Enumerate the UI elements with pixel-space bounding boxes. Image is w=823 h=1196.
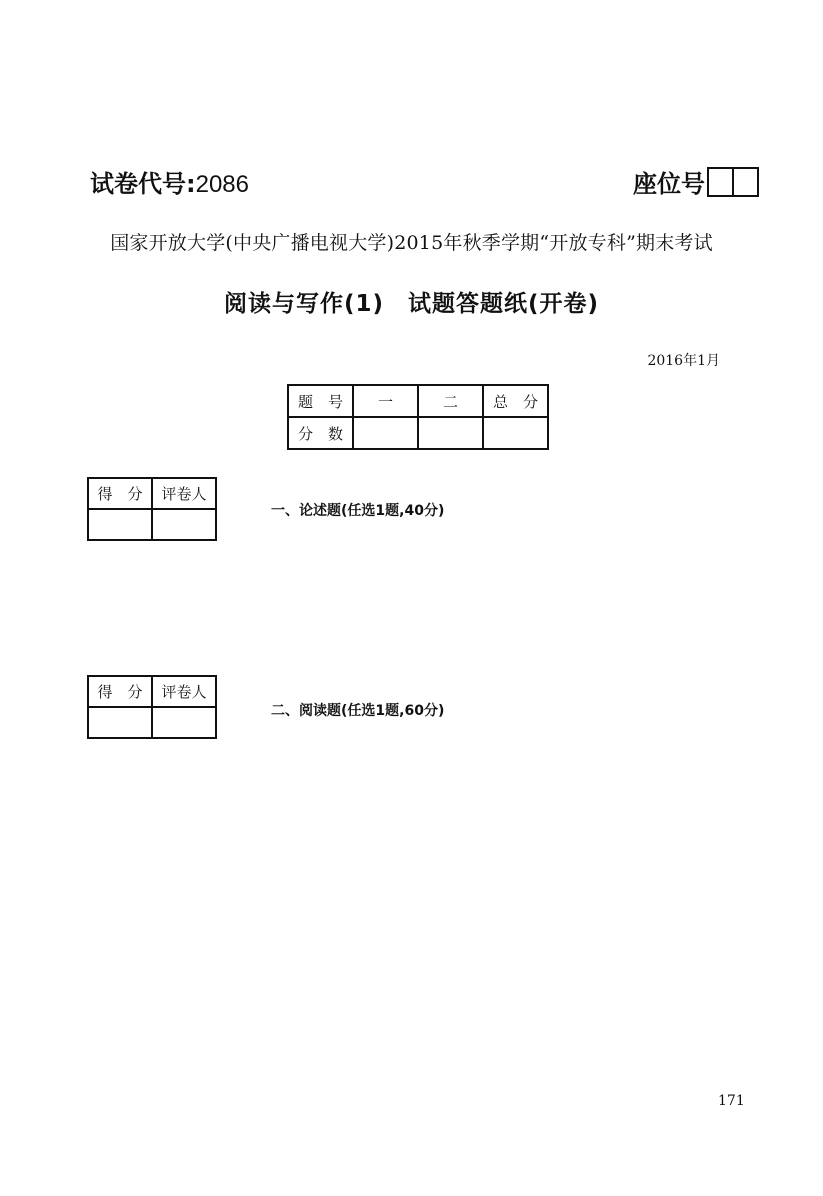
section-heading-reading: 二、阅读题(任选1题,60分) — [271, 703, 445, 719]
score-table-header: 题 号 — [288, 385, 353, 417]
grader-label: 评卷人 — [152, 478, 216, 509]
exam-date: 2016年1月 — [647, 353, 720, 369]
grader-score-label: 得 分 — [88, 676, 152, 707]
score-table-row-label: 分 数 — [288, 417, 353, 449]
score-table-score-row — [288, 417, 548, 449]
score-table — [287, 384, 549, 450]
seat-number-label: 座位号 — [633, 170, 705, 198]
grader-score-label: 得 分 — [88, 478, 152, 509]
score-cell[interactable] — [353, 417, 418, 449]
score-table-header: 总 分 — [483, 385, 548, 417]
seat-number — [633, 164, 759, 199]
score-table-header: 一 — [353, 385, 418, 417]
seat-number-box[interactable] — [707, 167, 759, 197]
grader-name-cell[interactable] — [152, 509, 216, 540]
exam-title: 国家开放大学(中央广播电视大学)2015年秋季学期“开放专科”期末考试 — [110, 232, 713, 254]
seat-cell[interactable] — [709, 169, 732, 195]
score-table-header-row — [288, 385, 548, 417]
grader-box-section-2 — [87, 675, 217, 739]
paper-title: 阅读与写作(1) 试题答题纸(开卷) — [223, 291, 600, 317]
score-cell[interactable] — [418, 417, 483, 449]
grader-box-section-1 — [87, 477, 217, 541]
grader-score-cell[interactable] — [88, 509, 152, 540]
exam-code — [90, 164, 249, 199]
seat-cell[interactable] — [732, 169, 757, 195]
page-number: 171 — [718, 1093, 745, 1109]
grader-label: 评卷人 — [152, 676, 216, 707]
grader-score-cell[interactable] — [88, 707, 152, 738]
exam-code-label: 试卷代号: — [90, 170, 196, 198]
exam-code-number: 2086 — [195, 171, 249, 198]
score-cell[interactable] — [483, 417, 548, 449]
grader-name-cell[interactable] — [152, 707, 216, 738]
section-heading-essay: 一、论述题(任选1题,40分) — [271, 503, 445, 519]
score-table-header: 二 — [418, 385, 483, 417]
